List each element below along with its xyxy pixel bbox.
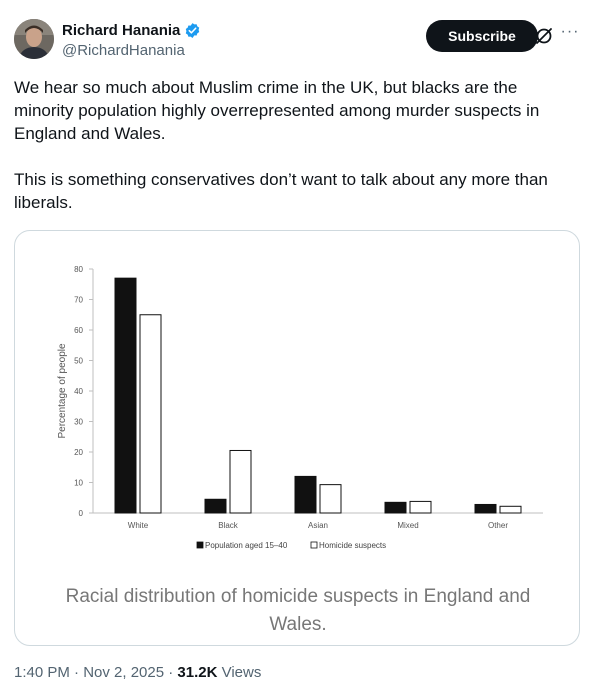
bar-white-suspects <box>140 315 161 513</box>
subscribe-button[interactable]: Subscribe <box>426 20 538 52</box>
author-handle[interactable]: @RichardHanania <box>62 42 185 59</box>
bar-mixed-population <box>385 502 406 513</box>
grok-icon[interactable] <box>534 26 554 46</box>
y-tick-label: 60 <box>74 326 83 335</box>
y-tick-label: 20 <box>74 448 83 457</box>
views-label: Views <box>217 664 262 681</box>
legend-swatch <box>311 542 317 548</box>
verified-badge-icon <box>184 22 201 39</box>
chart-legend <box>197 541 386 550</box>
y-tick-label: 50 <box>74 356 83 366</box>
legend-label: Population aged 15–40 <box>205 541 288 550</box>
y-tick-label: 30 <box>74 417 83 427</box>
chart-bars <box>115 278 521 513</box>
bar-asian-population <box>295 476 316 513</box>
x-tick-label: Asian <box>307 521 329 530</box>
x-tick-label: Mixed <box>397 521 419 530</box>
views-count[interactable]: 31.2K <box>177 664 218 681</box>
x-tick-label: Black <box>218 521 238 530</box>
bar-mixed-suspects <box>410 501 431 513</box>
legend-swatch <box>197 542 203 548</box>
bar-asian-suspects <box>320 485 341 513</box>
bar-other-population <box>475 504 496 513</box>
media-caption: Racial distribution of homicide suspects in England and Wales. <box>65 586 531 635</box>
author-name-row[interactable] <box>62 21 201 40</box>
x-tick-label: Other <box>487 521 509 530</box>
media-card[interactable] <box>14 230 580 646</box>
bar-white-population <box>115 278 136 513</box>
more-options-icon[interactable]: ··· <box>560 23 580 40</box>
y-tick-label: 0 <box>78 509 83 518</box>
tweet-text <box>14 76 581 214</box>
y-axis-title: Percentage of people <box>57 343 68 439</box>
y-tick-label: 40 <box>74 387 83 396</box>
tweet-paragraph-2: This is something conservatives don’t want to talk about any more than liberals. <box>14 170 548 212</box>
tweet-paragraph-1: We hear so much about Muslim crime in the UK, but blacks are the minority population highly overrepresented among murder suspects in England and Wales. <box>14 78 540 143</box>
bar-chart <box>15 231 580 571</box>
timestamp[interactable]: 1:40 PM · Nov 2, 2025 · <box>14 664 178 681</box>
y-tick-label: 10 <box>74 478 83 488</box>
bar-other-suspects <box>500 506 521 513</box>
legend-label: Homicide suspects <box>319 541 387 550</box>
x-tick-label: White <box>127 521 149 530</box>
avatar[interactable] <box>14 19 54 59</box>
y-tick-label: 80 <box>74 265 83 274</box>
tweet-header <box>14 17 581 61</box>
bar-black-suspects <box>230 450 251 513</box>
author-name[interactable]: Richard Hanania <box>62 22 181 39</box>
y-tick-label: 70 <box>74 295 83 305</box>
tweet-meta <box>14 663 261 682</box>
bar-black-population <box>205 499 226 513</box>
